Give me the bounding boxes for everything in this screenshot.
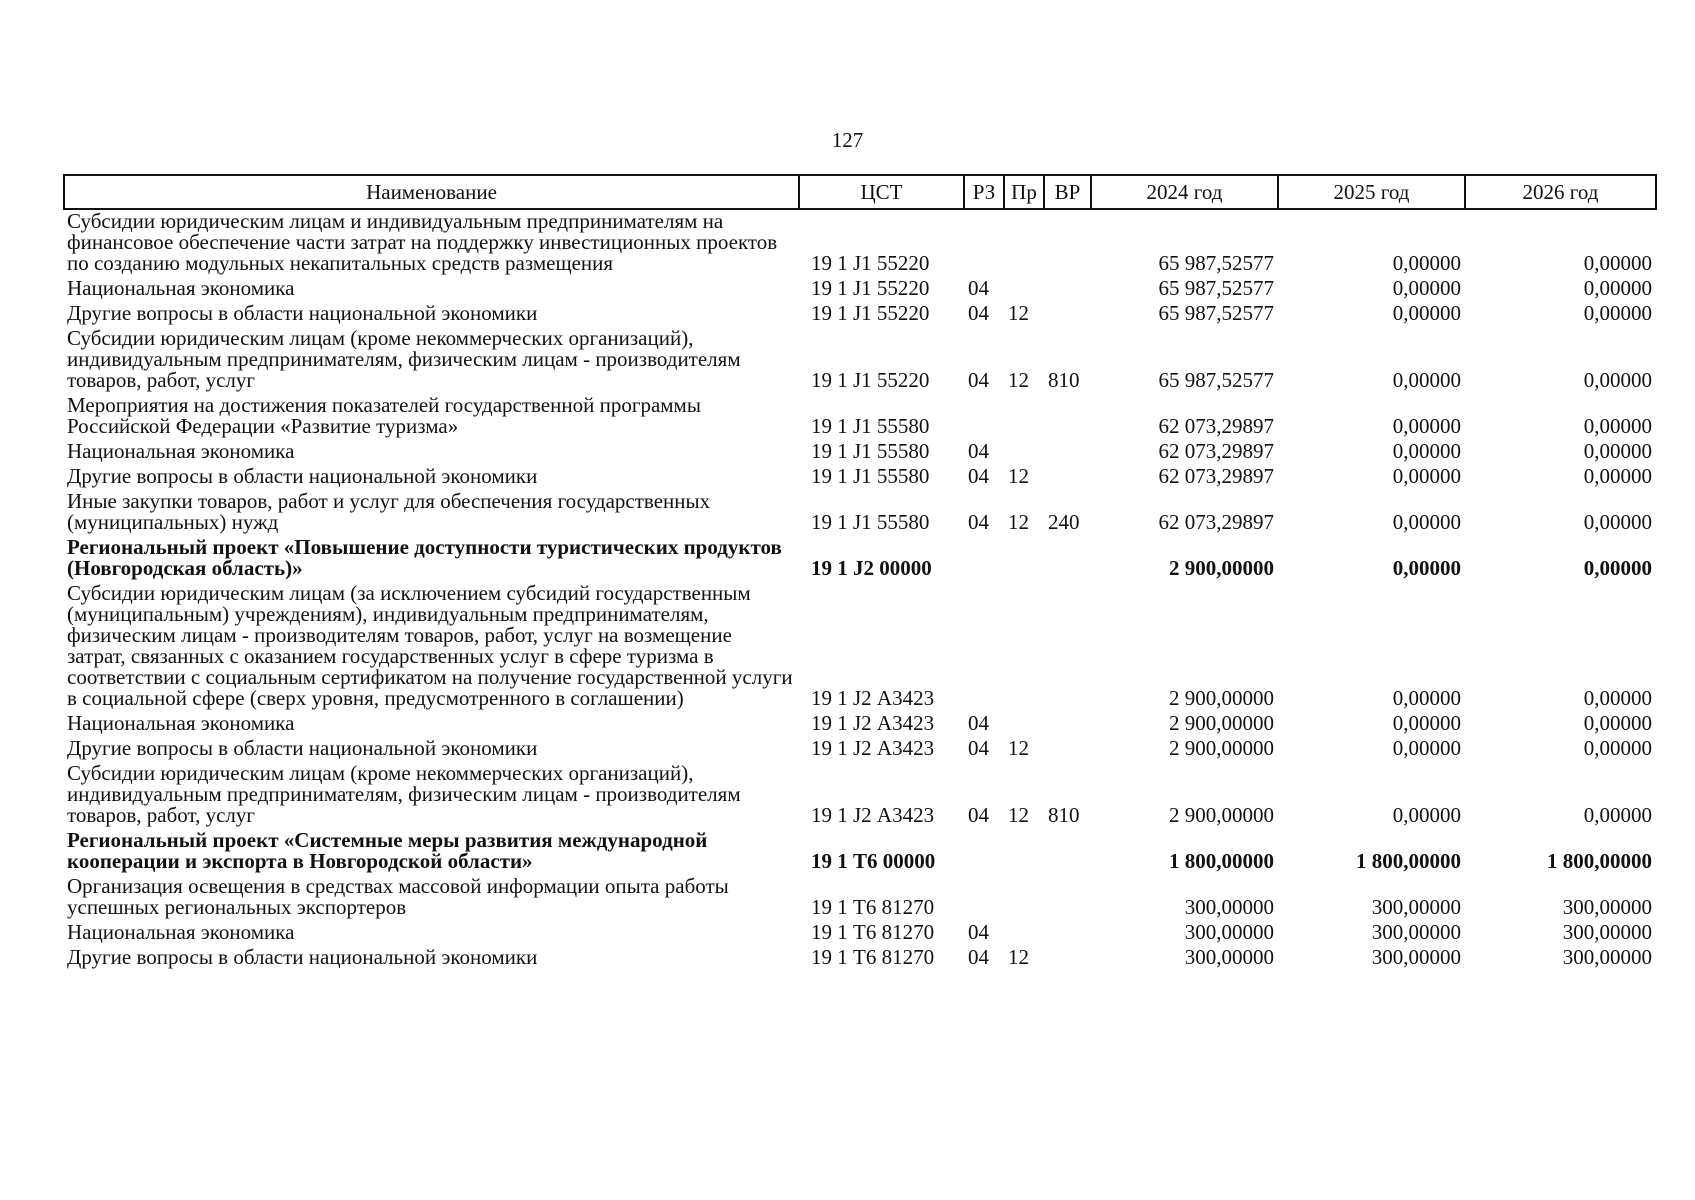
cell-name: Региональный проект «Системные меры развития международной кооперации и экспорта в Новгородской области» <box>67 828 708 873</box>
header-2024: 2024 год <box>1091 175 1278 209</box>
cell-pr <box>1004 209 1044 277</box>
header-row <box>64 175 1656 209</box>
table-row <box>64 277 1656 302</box>
cell-cst: 19 1 J2 00000 <box>811 556 932 580</box>
table-row <box>64 440 1656 465</box>
cell-2025: 0,00000 <box>1392 251 1461 275</box>
cell-2026: 0,00000 <box>1583 439 1652 463</box>
cell-cst: 19 1 J1 55580 <box>811 414 930 438</box>
cell-name: Другие вопросы в области национальной экономики <box>67 945 538 969</box>
cell-2025: 0,00000 <box>1392 414 1461 438</box>
cell-pr: 12 <box>1008 510 1029 534</box>
cell-2025: 0,00000 <box>1392 368 1461 392</box>
cell-2024: 62 073,29897 <box>1158 510 1274 534</box>
cell-2024: 62 073,29897 <box>1158 414 1274 438</box>
cell-vr <box>1044 737 1091 762</box>
table-row <box>64 302 1656 327</box>
budget-table <box>63 174 1657 971</box>
cell-pr <box>1004 536 1044 582</box>
cell-pr <box>1004 440 1044 465</box>
cell-cst: 19 1 Т6 81270 <box>811 920 935 944</box>
cell-2026: 300,00000 <box>1562 945 1652 969</box>
cell-vr <box>1044 440 1091 465</box>
cell-rz: 04 <box>968 945 989 969</box>
cell-name: Другие вопросы в области национальной экономики <box>67 736 538 760</box>
cell-2025: 300,00000 <box>1371 895 1461 919</box>
table-body <box>64 209 1656 971</box>
cell-rz: 04 <box>968 711 989 735</box>
cell-2026: 0,00000 <box>1583 803 1652 827</box>
table-row <box>64 875 1656 921</box>
cell-name: Другие вопросы в области национальной экономики <box>67 464 538 488</box>
cell-2026: 300,00000 <box>1562 895 1652 919</box>
cell-2024: 300,00000 <box>1184 920 1274 944</box>
cell-2024: 62 073,29897 <box>1158 464 1274 488</box>
table-row <box>64 209 1656 277</box>
cell-2025: 0,00000 <box>1392 736 1461 760</box>
cell-2025: 0,00000 <box>1392 686 1461 710</box>
cell-pr <box>1004 875 1044 921</box>
header-cst: ЦСТ <box>799 175 964 209</box>
cell-vr <box>1044 277 1091 302</box>
cell-2024: 65 987,52577 <box>1158 251 1274 275</box>
cell-2024: 300,00000 <box>1184 895 1274 919</box>
table-row <box>64 946 1656 971</box>
cell-2025: 1 800,00000 <box>1356 849 1461 873</box>
cell-2025: 0,00000 <box>1392 803 1461 827</box>
cell-2026: 0,00000 <box>1583 510 1652 534</box>
cell-2025: 0,00000 <box>1392 556 1461 580</box>
cell-2024: 2 900,00000 <box>1169 736 1274 760</box>
cell-vr <box>1044 921 1091 946</box>
cell-name: Национальная экономика <box>67 711 295 735</box>
cell-cst: 19 1 J2 А3423 <box>811 686 935 710</box>
table-row <box>64 921 1656 946</box>
cell-pr <box>1004 712 1044 737</box>
cell-2024: 2 900,00000 <box>1169 803 1274 827</box>
header-2026: 2026 год <box>1465 175 1656 209</box>
cell-rz: 04 <box>968 510 989 534</box>
cell-2024: 62 073,29897 <box>1158 439 1274 463</box>
cell-pr: 12 <box>1008 945 1029 969</box>
cell-cst: 19 1 J1 55220 <box>811 368 930 392</box>
cell-2026: 0,00000 <box>1583 556 1652 580</box>
cell-rz: 04 <box>968 920 989 944</box>
cell-vr <box>1044 536 1091 582</box>
cell-pr <box>1004 582 1044 712</box>
cell-rz <box>964 394 1004 440</box>
cell-rz: 04 <box>968 301 989 325</box>
table-row <box>64 490 1656 536</box>
cell-pr <box>1004 921 1044 946</box>
cell-rz: 04 <box>968 803 989 827</box>
cell-rz: 04 <box>968 464 989 488</box>
cell-2026: 0,00000 <box>1583 711 1652 735</box>
cell-2024: 2 900,00000 <box>1169 686 1274 710</box>
cell-name: Национальная экономика <box>67 439 295 463</box>
cell-pr: 12 <box>1008 736 1029 760</box>
cell-cst: 19 1 Т6 81270 <box>811 945 935 969</box>
cell-cst: 19 1 J2 А3423 <box>811 736 935 760</box>
cell-vr <box>1044 712 1091 737</box>
cell-pr <box>1004 277 1044 302</box>
cell-pr: 12 <box>1008 803 1029 827</box>
cell-cst: 19 1 J1 55580 <box>811 464 930 488</box>
cell-2025: 0,00000 <box>1392 464 1461 488</box>
cell-2024: 2 900,00000 <box>1169 556 1274 580</box>
cell-name: Другие вопросы в области национальной экономики <box>67 301 538 325</box>
cell-vr: 810 <box>1048 803 1080 827</box>
table-row <box>64 582 1656 712</box>
cell-2025: 0,00000 <box>1392 510 1461 534</box>
table-header <box>64 175 1656 209</box>
cell-2024: 2 900,00000 <box>1169 711 1274 735</box>
cell-name: Субсидии юридическим лицам (кроме некоммерческих организаций), индивидуальным предпринимателям, физическим лицам - производителям товаров, работ, услуг <box>67 326 741 392</box>
cell-rz <box>964 536 1004 582</box>
cell-rz <box>964 829 1004 875</box>
table-row <box>64 712 1656 737</box>
cell-name: Национальная экономика <box>67 276 295 300</box>
cell-name: Национальная экономика <box>67 920 295 944</box>
cell-name: Субсидии юридическим лицам (за исключением субсидий государственным (муниципальным) учреждениям), индивидуальным предпринимателям, физическим лицам - производителям товаров, работ, услуг на возмещение затрат, связанных с оказанием государственных услуг в сфере туризма в соответствии с социальным сертификатом на получение государственной услуги в социальной сфере (сверх уровня, предусмотренного в соглашении) <box>67 581 793 710</box>
cell-2026: 0,00000 <box>1583 276 1652 300</box>
cell-cst: 19 1 J2 А3423 <box>811 711 935 735</box>
table-row <box>64 394 1656 440</box>
cell-2024: 300,00000 <box>1184 945 1274 969</box>
cell-rz: 04 <box>968 736 989 760</box>
cell-pr: 12 <box>1008 368 1029 392</box>
cell-cst: 19 1 J1 55580 <box>811 510 930 534</box>
cell-pr: 12 <box>1008 301 1029 325</box>
cell-vr <box>1044 582 1091 712</box>
cell-name: Региональный проект «Повышение доступности туристических продуктов (Новгородская область)» <box>67 535 782 580</box>
table-row <box>64 536 1656 582</box>
cell-2024: 65 987,52577 <box>1158 301 1274 325</box>
cell-cst: 19 1 J1 55220 <box>811 276 930 300</box>
cell-vr <box>1044 209 1091 277</box>
header-2025: 2025 год <box>1278 175 1465 209</box>
header-rz: РЗ <box>964 175 1004 209</box>
cell-2026: 0,00000 <box>1583 686 1652 710</box>
cell-vr <box>1044 829 1091 875</box>
cell-cst: 19 1 J2 А3423 <box>811 803 935 827</box>
cell-2026: 0,00000 <box>1583 368 1652 392</box>
cell-vr <box>1044 394 1091 440</box>
cell-2025: 0,00000 <box>1392 711 1461 735</box>
cell-2026: 0,00000 <box>1583 414 1652 438</box>
cell-rz: 04 <box>968 276 989 300</box>
table-row <box>64 465 1656 490</box>
cell-2025: 0,00000 <box>1392 439 1461 463</box>
cell-2026: 0,00000 <box>1583 251 1652 275</box>
cell-2024: 65 987,52577 <box>1158 368 1274 392</box>
cell-rz <box>964 209 1004 277</box>
cell-name: Организация освещения в средствах массовой информации опыта работы успешных региональных экспортеров <box>67 874 729 919</box>
cell-vr <box>1044 302 1091 327</box>
cell-rz: 04 <box>968 439 989 463</box>
cell-name: Мероприятия на достижения показателей государственной программы Российской Федерации «Развитие туризма» <box>67 393 701 438</box>
cell-vr <box>1044 875 1091 921</box>
table-row <box>64 762 1656 829</box>
header-name: Наименование <box>64 175 799 209</box>
cell-pr <box>1004 394 1044 440</box>
cell-name: Иные закупки товаров, работ и услуг для обеспечения государственных (муниципальных) нужд <box>67 489 711 534</box>
cell-vr: 810 <box>1048 368 1080 392</box>
cell-rz <box>964 582 1004 712</box>
cell-cst: 19 1 J1 55220 <box>811 301 930 325</box>
cell-vr <box>1044 946 1091 971</box>
cell-2026: 0,00000 <box>1583 736 1652 760</box>
cell-cst: 19 1 J1 55220 <box>811 251 930 275</box>
cell-name: Субсидии юридическим лицам (кроме некоммерческих организаций), индивидуальным предпринимателям, физическим лицам - производителям товаров, работ, услуг <box>67 761 741 827</box>
cell-2025: 300,00000 <box>1371 945 1461 969</box>
cell-rz <box>964 875 1004 921</box>
cell-2026: 1 800,00000 <box>1547 849 1652 873</box>
cell-2024: 1 800,00000 <box>1169 849 1274 873</box>
cell-2026: 0,00000 <box>1583 464 1652 488</box>
cell-2025: 300,00000 <box>1371 920 1461 944</box>
cell-cst: 19 1 Т6 00000 <box>811 849 936 873</box>
table-row <box>64 737 1656 762</box>
cell-2025: 0,00000 <box>1392 301 1461 325</box>
header-pr: Пр <box>1004 175 1044 209</box>
cell-cst: 19 1 J1 55580 <box>811 439 930 463</box>
cell-name: Субсидии юридическим лицам и индивидуальным предпринимателям на финансовое обеспечение части затрат на поддержку инвестиционных проектов по созданию модульных некапитальных средств размещения <box>67 209 778 275</box>
cell-2025: 0,00000 <box>1392 276 1461 300</box>
header-vr: ВР <box>1044 175 1091 209</box>
page-number: 127 <box>831 128 864 152</box>
cell-2024: 65 987,52577 <box>1158 276 1274 300</box>
cell-cst: 19 1 Т6 81270 <box>811 895 935 919</box>
table-row <box>64 829 1656 875</box>
cell-2026: 0,00000 <box>1583 301 1652 325</box>
cell-pr <box>1004 829 1044 875</box>
cell-pr: 12 <box>1008 464 1029 488</box>
table-row <box>64 327 1656 394</box>
cell-2026: 300,00000 <box>1562 920 1652 944</box>
cell-vr: 240 <box>1048 510 1080 534</box>
cell-rz: 04 <box>968 368 989 392</box>
cell-vr <box>1044 465 1091 490</box>
